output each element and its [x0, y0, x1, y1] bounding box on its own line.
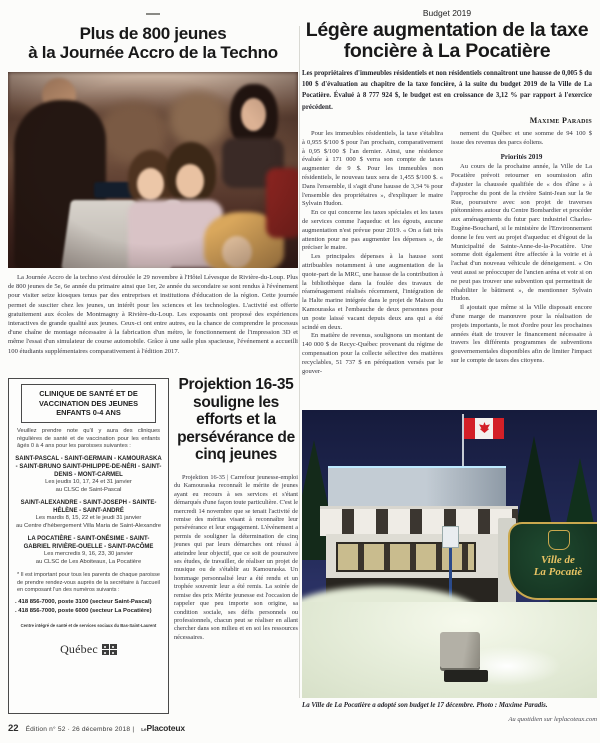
column-divider [299, 26, 300, 698]
page-footer [8, 718, 428, 736]
budget-kicker: Budget 2019 [422, 8, 472, 18]
edition-info: Édition n° 52 · 26 décembre 2018 | [25, 726, 135, 733]
techno-title-line1: Plus de 800 jeunes [79, 24, 227, 43]
techno-article-body [8, 273, 298, 356]
clinic-group1-dates: Les jeudis 10, 17, 24 et 31 janvier [45, 479, 132, 486]
budget-subhead: Priorités 2019 [500, 152, 543, 161]
budget-article-title: Légère augmentation de la taxe foncière à La Pocatière [305, 19, 589, 63]
budget-paragraph: Il ajoutait que même si la Ville disposait encore d'une marge de manœuvre pour la réalisation de projets importants, le mot d'ordre pour les prochaines années était de trouver le financement nécessaire à travers les différents programmes de subventions gouvernementales disponibles afin de limiter l'impact sur le compte de taxes des citoyens. [451, 304, 592, 364]
techno-paragraph: La Journée Accro de la techno s'est déroulée le 29 novembre à l'Hôtel Lévesque de Rivière-du-Loup. Plus de 800 jeunes de 5e, 6e année du primaire ainsi que 1er, 2e année du secondaire se sont rendus à l'événement pour visiter seize kiosques tenus par des entreprises et institutions d'éducation de la région. Cette journée permet de susciter chez les jeunes, un intérêt pour les sciences et les technologies. L'activité est offerte gratuitement aux écoles de Montmagny à Rivière-du-Loup. Les exposants ont proposé des expériences interactives de grande qualité aux jeunes. Ceux-ci ont entre autres, eu la chance de comprendre le processus d'une chaîne de montage nécessaire à la fabrication d'un métro, le fonctionnement de l'impression 3D et même l'essai d'un simulateur de course automobile. Grâce à une salle plus spacieuse, l'événement a accueilli 100 étudiants supplémentaires comparativement à l'édition 2017. [8, 274, 298, 355]
budget-paragraph: Les principales dépenses à la hausse sont attribuables notamment à une augmentation de la quote-part de la MRC, une hausse de la contribution à la bibliothèque dans la foulée des travaux de réaménagement réalisés récemment, l'intégration de la Halte marine intégrée dans le projet de Maison du Kamouraska et l'embauche de deux personnes pour un poste laissé vacant depuis deux ans qui a été scindé en deux. [302, 253, 443, 331]
brand-le: Le [141, 727, 147, 732]
page-number: 22 [8, 723, 19, 734]
budget-paragraph: nement du Québec et une somme de 94 100 $ issue des revenus des parcs éoliens. [451, 130, 592, 146]
clinic-footnote: * Il est important pour tous les parents de chaque paroisse de prendre rendez-vous auprès de la secrétaire à l'accueil en composant l'un des numéros suivants : [17, 572, 160, 594]
photo-building-cornice [320, 506, 518, 536]
photo-building-upper [328, 466, 506, 508]
clinic-group1-parishes: SAINT-PASCAL - SAINT-GERMAIN - KAMOURASKA - SAINT-BRUNO SAINT-PHILIPPE-DE-NÉRI - SAINT-DENIS - MONT-CARMEL [15, 455, 162, 479]
clinic-intro: Veuillez prendre note qu'il y aura des cliniques régulières de santé et de vaccination pour les enfants âgés 0 à 4 ans pour les paroisses suivantes : [17, 427, 160, 450]
city-crest [548, 530, 570, 550]
city-hall-photo [302, 410, 597, 698]
sign-text-line2: La Pocatiè [533, 566, 583, 578]
clinic-group3-parishes: LA POCATIÈRE - SAINT-ONÉSIME - SAINT-GABRIEL RIVIÈRE-OUELLE - SAINT-PACÔME [23, 535, 154, 550]
quebec-wordmark: Québec [60, 642, 98, 657]
clinic-phone-2: . 418 856-7000, poste 6000 (secteur La Pocatière) [15, 607, 152, 614]
brand-placoteux: Placoteux [146, 723, 185, 733]
clinic-group2-parishes: SAINT-ALEXANDRE - SAINT-JOSEPH - SAINTE-HÉLÈNE - SAINT-ANDRÉ [20, 499, 157, 514]
clinic-group2-dates: Les mardis 8, 15, 22 et le jeudi 31 janvier [35, 515, 142, 522]
newspaper-brand [141, 718, 185, 736]
photo-vignette [8, 72, 298, 268]
clinic-group3-dates: Les mercredis 9, 16, 23, 30 janvier [44, 550, 133, 557]
techno-article-title [8, 24, 298, 63]
budget-byline: Maxime Paradis [529, 116, 592, 125]
clinic-ad-box [8, 378, 169, 714]
projektion-article-body [174, 474, 298, 642]
budget-paragraph: En matière de revenus, soulignons un montant de 140 000 $ de Recyc-Québec provenant du régime de compensation pour la collecte sélective des matières recyclables, 51 737 $ en péréquation versés par le gouver- [302, 332, 443, 375]
flag-white-band [475, 418, 493, 439]
fold-mark [146, 13, 160, 15]
photo-marker-base [444, 670, 488, 682]
flag-red-band [493, 418, 504, 439]
cisss-org-name: Centre intégré de santé et de services sociaux du Bas-Saint-Laurent [20, 623, 157, 629]
budget-paragraph: Au cours de la prochaine année, la Ville de La Pocatière prévoit retourner en soumission afin d'ajuster la chaussée qualifiée de « dos d'âne » à l'approche du pont de la rivière Saint-Jean sur la 9e Rue, poursuivre avec son projet de traverses piétonnières autour du Centre Bombardier et procéder aux aménagements du futur parc industriel Charles-Eugène-Bouchard, si le ministère de l'Environnement donne le feu vert au projet d'aqueduc et d'égout de la Municipalité de Sainte-Anne-de-la-Pocatière. Une somme doit également être affectée à la voirie et à l'achat d'un nouveau véhicule de déneigement. « On veut aussi se préoccuper de l'ancien aréna et voir si on ne peut pas trouver une subvention qui permettrait de réhabiliter le bâtiment », de mentionner Sylvain Hudon. [451, 163, 592, 303]
quebec-gov-logo [15, 623, 162, 657]
projektion-paragraph: Projektion 16-35 | Carrefour jeunesse-emploi du Kamouraska reconnaît le mérite de jeunes ayant eu recours à ses services et s'étant démarqués d'une façon toute particulière. C'est le mercredi 14 novembre que se tenait l'activité de remise des méritas visant à reconnaître leur persévérance et leur engagement. L'événement a permis de souligner la détermination de cinq jeunes qui par leurs démarches ont réussi à atteindre leur objectif, que ce soit de poursuivre ses études, de travailler, de réaliser un projet de musique ou de s'établir au Kamouraska. Un hommage personnalisé leur a été rendu et un trophée souvenir leur a été remis. La soirée de remise des prix Mérite jeunesse est l'occasion de rappeler que peu importe son origine, sa condition sociale, ses défis personnels ou professionnels, chacun peut se réaliser en allant chercher dans son milieu et en soi les ressources nécessaires. [174, 474, 298, 641]
clinic-phone-1: . 418 856-7000, poste 3100 (secteur Saint-Pascal) [15, 598, 152, 605]
budget-column-2 [451, 130, 592, 366]
canada-flag [464, 418, 504, 439]
techno-title-line2: à la Journée Accro de la Techno [28, 43, 278, 63]
budget-column-1 [302, 130, 443, 376]
photo-stone-marker [440, 632, 480, 668]
clinic-ad-title: CLINIQUE DE SANTÉ ET DE VACCINATION DES JEUNES ENFANTS 0-4 ANS [21, 384, 156, 423]
clinic-group1-place: au CLSC de Saint-Pascal [55, 487, 122, 494]
photo-caption: La Ville de La Pocatière a adopté son budget le 17 décembre. Photo : Maxime Paradis. [302, 702, 548, 709]
city-welcome-sign [508, 522, 597, 600]
clinic-group3-place: au CLSC de Les Aboiteaux, La Pocatière [35, 558, 142, 565]
flag-red-band [464, 418, 475, 439]
clinic-group2-place: au Centre d'hébergement Villa Maria de Saint-Alexandre [15, 522, 162, 529]
site-tagline: Au quotidien sur leplacoteux.com [508, 716, 597, 723]
budget-paragraph: En ce qui concerne les taxes spéciales et les taxes de services comme l'aqueduc et les égouts, aucune augmentation n'est prévue pour 2019. « On a fait très attention pour ne pas augmenter les dépenses », de préciser le maire. [302, 209, 443, 252]
maple-leaf-icon [479, 422, 490, 433]
photo-small-sign [442, 526, 459, 548]
quebec-flag-icon [102, 644, 117, 655]
budget-lede: Les propriétaires d'immeubles résidentiels et non résidentiels connaîtront une hausse de 0,005 $ du 100 $ d'évaluation au chapitre de la taxe foncière, à la suite du budget 2019 de la Ville de La Pocatière. Évalué à 8 777 924 $, le budget est en croissance de 3,12 % par rapport à l'exercice précédent. [302, 70, 592, 111]
sign-text-line1: Ville de [541, 554, 575, 566]
budget-paragraph: Pour les immeubles résidentiels, la taxe s'établira à 0,955 $/100 $ pour l'an prochain, comparativement à 0,95 $/100 $ l'an dernier. Ainsi, une résidence évaluée à 171 000 $ verra son compte de taxes augmenter de 9 $. Pour les immeubles non résidentiels, le nouveau taux sera de 1,455 $/100 $. « Dans l'ensemble, il s'agit d'une hausse de 3,34 % pour l'ensemble des propriétaires », d'expliquer le maire Sylvain Hudon. [302, 130, 443, 208]
projektion-article-title: Projektion 16-35 souligne les efforts et la persévérance de cinq jeunes [177, 376, 295, 463]
techno-event-photo [8, 72, 298, 268]
